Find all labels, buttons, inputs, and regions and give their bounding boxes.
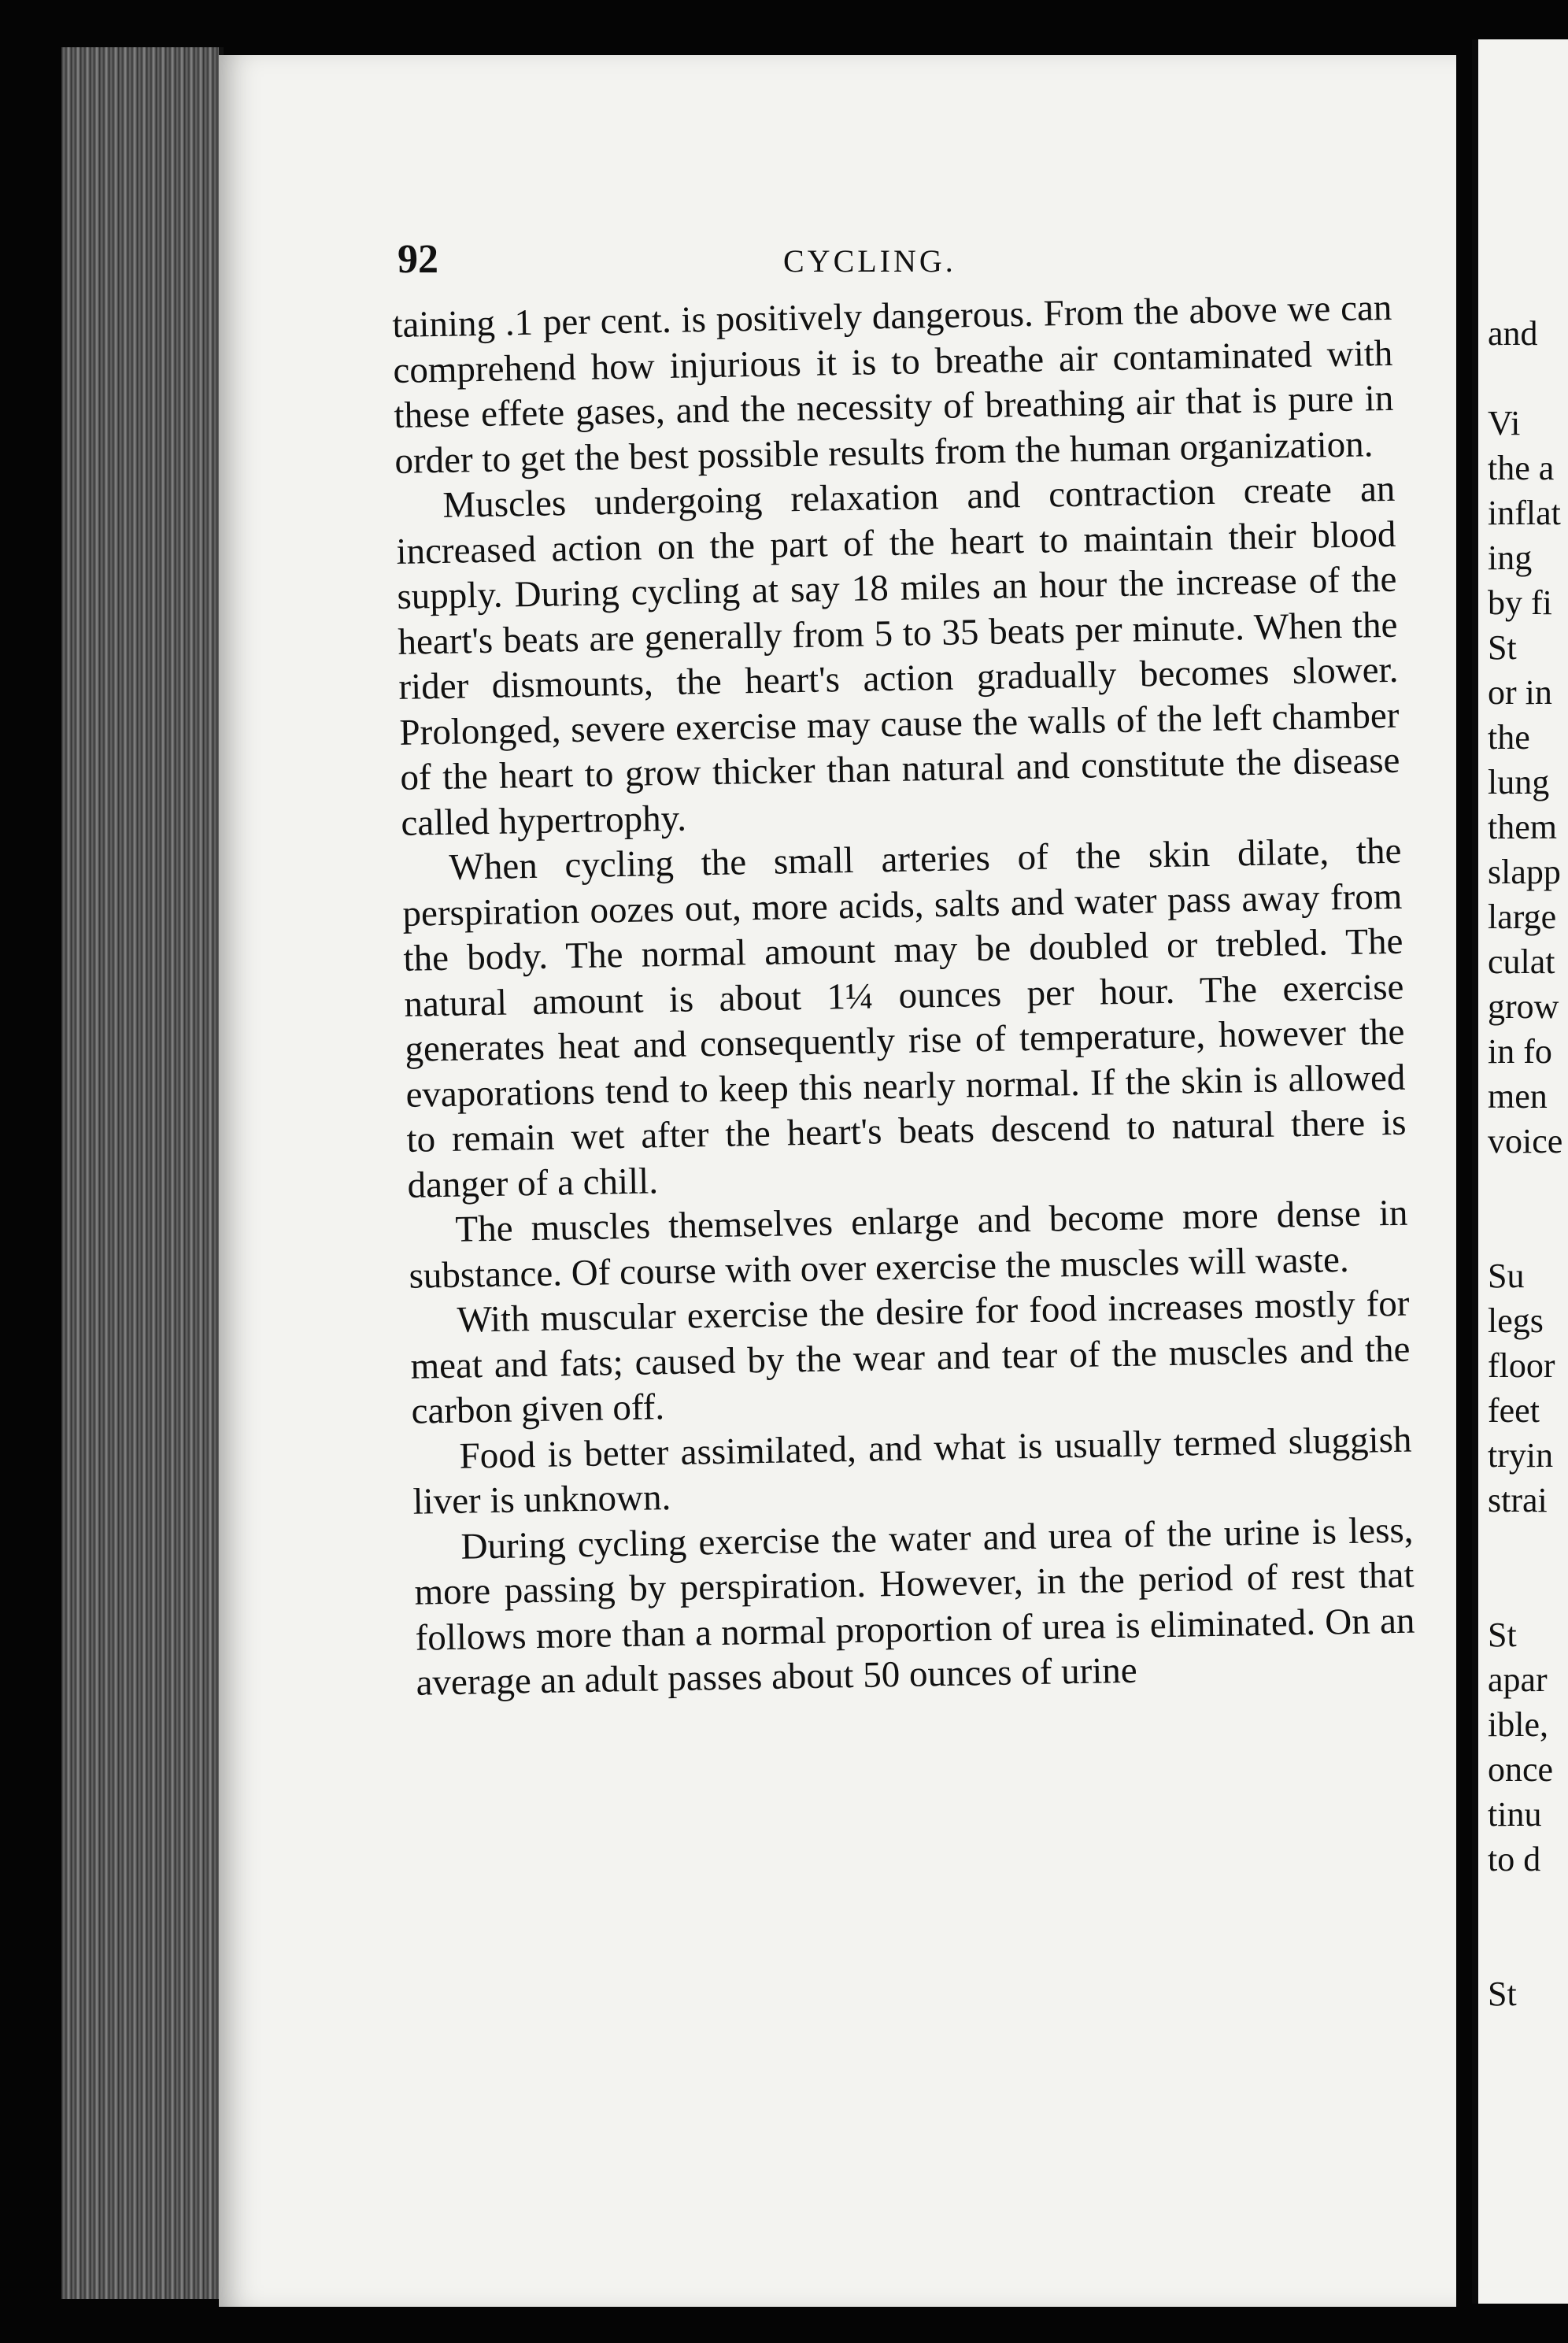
right-page-fragment: grow xyxy=(1488,987,1559,1026)
right-page-fragment xyxy=(1488,356,1568,401)
right-page-fragment: lung xyxy=(1488,763,1550,801)
right-page-fragment: large xyxy=(1488,898,1557,936)
right-page-fragment xyxy=(1488,1523,1568,1568)
right-page-fragment: Su xyxy=(1488,1257,1525,1295)
right-page-fragment: voice xyxy=(1488,1122,1563,1160)
running-head: CYCLING. xyxy=(783,243,956,279)
right-page-fragment: St xyxy=(1488,1975,1517,2013)
right-page-fragment: or in xyxy=(1488,673,1552,712)
page-number: 92 xyxy=(398,237,438,282)
right-page-text-fragments xyxy=(1488,311,1568,2016)
right-page-fragment xyxy=(1488,1882,1568,1927)
right-page-fragment: tinu xyxy=(1488,1795,1542,1834)
book-fore-edge xyxy=(61,47,224,2299)
right-page-fragment: them xyxy=(1488,808,1557,846)
right-page-fragment: ible, xyxy=(1488,1705,1548,1744)
right-page-fragment: tryin xyxy=(1488,1436,1554,1475)
right-page-fragment xyxy=(1488,1164,1568,1209)
right-page-fragment xyxy=(1488,1209,1568,1253)
right-page-fragment: St xyxy=(1488,628,1517,667)
paragraph: With muscular exercise the desire for food increases mostly for meat and fats; caused by the wear and tear of the muscles and the carbon given off. xyxy=(410,1283,1411,1432)
paragraph: When cycling the small arteries of the skin dilate, the perspiration oozes out, more acids, salts and water pass away from the body. The normal amount may be doubled or trebled. The natural amount is about 1¼ ounces per hour. The exercise generates heat and consequently rise of temperature, however the evaporations tend to keep this nearly normal. If the skin is allowed to remain wet after the heart's beats descend to natural there is danger of a chill. xyxy=(402,830,1407,1206)
right-page-fragment: slapp xyxy=(1488,853,1561,891)
right-page-fragment: Vi xyxy=(1488,404,1521,442)
right-page-fragment: by fi xyxy=(1488,583,1552,622)
paragraph: The muscles themselves enlarge and become more dense in substance. Of course with over exercise the muscles will waste. xyxy=(409,1192,1408,1297)
right-page-fragment: once xyxy=(1488,1750,1554,1789)
right-page-fragment: in fo xyxy=(1488,1032,1552,1071)
paragraph: Food is better assimilated, and what is usually termed sluggish liver is unknown. xyxy=(412,1419,1412,1523)
paragraph: Muscles undergoing relaxation and contraction create an increased action on the part of the heart to maintain their blood supply. During cycling at say 18 miles an hour the increase of the heart's beats are generally from 5 to 35 beats per minute. When the rider dismounts, the heart's action gradually becomes slower. Prolonged, severe exercise may cause the walls of the left chamber of the heart to grow thicker than natural and constitute the disease called hypertrophy. xyxy=(396,468,1400,844)
paragraph: taining .1 per cent. is positively dangerous. From the above we can comprehend how injurious it is to breathe air contaminated with these effete gases, and the necessity of breathing air that is pure in order to get the best possible results from the human organization. xyxy=(392,287,1394,482)
right-page-fragment: strai xyxy=(1488,1481,1548,1519)
right-page-fragment xyxy=(1488,1568,1568,1612)
paragraph: During cycling exercise the water and urea of the urine is less, more passing by perspiration. However, in the period of rest that follows more than a normal proportion of urea is eliminated. On an average an adult passes about 50 ounces of urine xyxy=(414,1509,1415,1704)
right-page-fragment: to d xyxy=(1488,1840,1541,1878)
right-page-fragment: ing xyxy=(1488,539,1533,577)
right-page-fragment: culat xyxy=(1488,942,1555,981)
right-page-fragment: the a xyxy=(1488,449,1555,487)
right-page-fragment xyxy=(1488,1927,1568,1971)
right-page-fragment: floor xyxy=(1488,1346,1555,1385)
right-page-fragment: apar xyxy=(1488,1660,1548,1699)
right-page-fragment: feet xyxy=(1488,1391,1540,1430)
right-page-fragment: St xyxy=(1488,1616,1517,1654)
body-text xyxy=(392,286,1416,1706)
right-page-fragment: inflat xyxy=(1488,494,1561,532)
page-header xyxy=(398,236,1421,283)
right-page-fragment: the xyxy=(1488,718,1530,757)
right-page-fragment: and xyxy=(1488,314,1538,353)
right-page-fragment: legs xyxy=(1488,1301,1544,1340)
right-page-fragment: men xyxy=(1488,1077,1548,1116)
